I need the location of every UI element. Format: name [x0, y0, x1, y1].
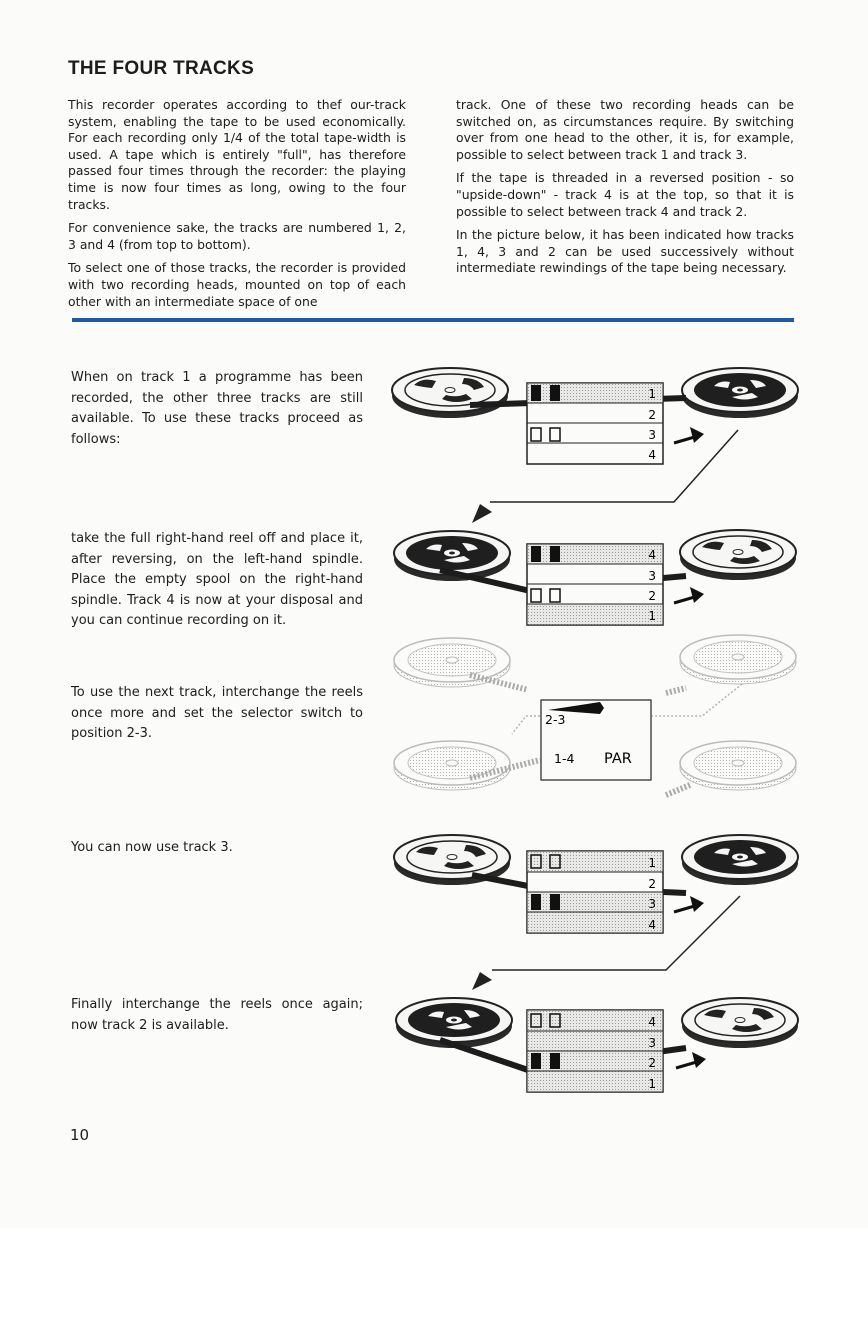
- diagram-track-2: [396, 998, 798, 1092]
- track-block: [527, 383, 663, 464]
- diagram-track-4: [394, 530, 796, 625]
- reel-full-icon: [682, 368, 798, 418]
- play-direction-arrow-icon: [674, 896, 704, 912]
- selector-position-2-3: 2-3: [545, 712, 566, 727]
- transfer-arrow-icon: [472, 972, 492, 990]
- step-paragraph: To use these tracks proceed as follows:: [71, 411, 363, 447]
- reel-empty-icon: [392, 368, 508, 418]
- diagram-selector-switch: [394, 635, 796, 795]
- reel-faint-icon: [394, 638, 510, 687]
- diagram-track-3: [394, 835, 798, 990]
- intro-paragraph: For convenience sake, the tracks are numbered 1, 2, 3 and 4 (from top to bottom).: [68, 220, 406, 252]
- track-number: 4: [648, 918, 656, 932]
- intro-paragraph: If the tape is threaded in a reversed position - so "upside-down" - track 4 is at the top, so that it is possible to select between track 4 and track 2.: [456, 170, 794, 219]
- intro-paragraph: To select one of those tracks, the recorder is provided with two recording heads, mounted on top of each other with an intermediate space of one: [68, 260, 406, 309]
- track-number: 2: [648, 408, 656, 422]
- diagram-track-1: [392, 368, 798, 523]
- reel-faint-icon: [680, 635, 796, 684]
- step-paragraph: When on track 1 a programme has been recorded, the other three tracks are still available.: [71, 370, 363, 426]
- step-paragraph: Finally interchange the reels once again; now track 2 is available.: [71, 997, 363, 1033]
- selector-position-par: PAR: [604, 751, 632, 767]
- step-paragraph: Track 4 is now at your disposal and you can continue recording on it.: [71, 592, 363, 628]
- selector-switch-panel: [541, 700, 651, 780]
- intro-paragraph: In the picture below, it has been indicated how tracks 1, 4, 3 and 2 can be used successively without intermediate rewindings of the tape being necessary.: [456, 227, 794, 276]
- step-paragraph: take the full right-hand reel off and place it, after reversing, on the left-hand spindle. Place the empty spool on the right-hand spindle.: [71, 531, 363, 608]
- track-number: 2: [648, 877, 656, 891]
- track-number: 4: [648, 548, 656, 562]
- track-number: 3: [648, 428, 656, 442]
- reel-faint-icon: [394, 741, 510, 790]
- track-number: 3: [648, 569, 656, 583]
- track-number: 4: [648, 448, 656, 462]
- intro-paragraph: This recorder operates according to thef our-track system, enabling the tape to be used economically. For each recording only 1/4 of the total tape-width is used. A tape which is entirely "full", has therefore passed four times through the recorder: the playing time is now four times as long, owing to the four tracks.: [68, 97, 406, 212]
- track-block: [527, 1010, 663, 1092]
- track-number: 3: [648, 897, 656, 911]
- track-number: 1: [648, 609, 656, 623]
- transfer-arrow-icon: [472, 504, 492, 523]
- reel-empty-icon: [680, 530, 796, 580]
- track-block: [527, 544, 663, 625]
- track-number: 1: [648, 387, 656, 401]
- play-direction-arrow-icon: [674, 587, 704, 603]
- page-number: 10: [70, 1126, 90, 1144]
- track-number: 1: [648, 856, 656, 870]
- intro-paragraph: track. One of these two recording heads can be switched on, as circumstances require. By switching over from one head to the other, it is, for example, possible to select between track 1 and track 3.: [456, 97, 794, 162]
- track-number: 1: [648, 1077, 656, 1091]
- play-direction-arrow-icon: [676, 1052, 706, 1068]
- page-title: THE FOUR TRACKS: [68, 58, 255, 79]
- track-number: 3: [648, 1036, 656, 1050]
- reel-faint-icon: [680, 741, 796, 790]
- play-direction-arrow-icon: [674, 427, 704, 443]
- reel-empty-icon: [682, 998, 798, 1048]
- reel-full-icon: [396, 998, 512, 1048]
- reel-full-icon: [682, 835, 798, 885]
- track-number: 2: [648, 1056, 656, 1070]
- step-paragraph: To use the next track, interchange the reels once more and set the selector switch to position 2-3.: [71, 685, 363, 741]
- step-paragraph: You can now use track 3.: [71, 840, 233, 855]
- track-number: 2: [648, 589, 656, 603]
- selector-position-1-4: 1-4: [554, 751, 575, 766]
- track-block: [527, 851, 663, 933]
- track-number: 4: [648, 1015, 656, 1029]
